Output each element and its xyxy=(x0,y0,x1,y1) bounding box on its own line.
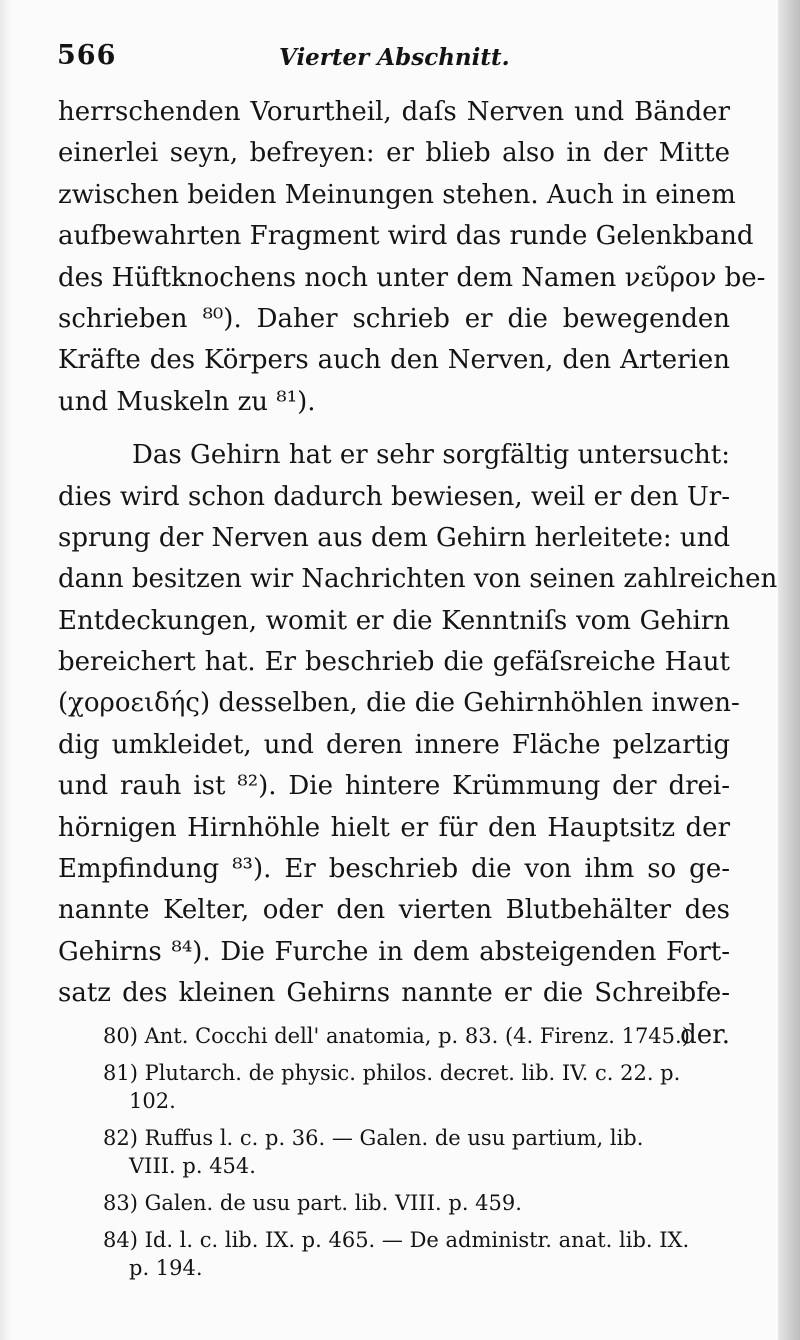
text-line: der. xyxy=(680,1019,730,1050)
text-line: Das Gehirn hat er sehr sorgfältig untersucht: xyxy=(132,440,730,471)
text-line: Entdeckungen, womit er die Kenntniſs vom Gehirn xyxy=(58,605,730,636)
text-line: Gehirns ⁸⁴). Die Furche in dem absteigenden Fort- xyxy=(58,936,730,967)
text-line: nannte Kelter, oder den vierten Blutbehälter des xyxy=(58,895,730,926)
text-line: bereichert hat. Er beschrieb die gefäſsreiche Haut xyxy=(58,647,730,678)
text-line: hörnigen Hirnhöhle hielt er für den Hauptsitz der xyxy=(58,812,730,843)
text-line: sprung der Nerven aus dem Gehirn herleitete: und xyxy=(58,522,731,553)
footnote-82 xyxy=(103,1124,743,1180)
footnote-81 xyxy=(103,1059,743,1115)
footnote-line: 81) Plutarch. de physic. philos. decret. lib. IV. c. 22. p. xyxy=(103,1061,681,1085)
text-line: dies wird schon dadurch bewiesen, weil er den Ur- xyxy=(58,481,730,512)
paragraph-2 xyxy=(58,435,778,1056)
paragraph-gap xyxy=(58,423,730,435)
footnote-line: 84) Id. l. c. lib. IX. p. 465. — De administr. anat. lib. IX. xyxy=(103,1228,690,1252)
footnote-83 xyxy=(103,1189,743,1217)
text-line: des Hüftknochens noch unter dem Namen νεῦρον be- xyxy=(58,262,766,293)
text-line: dann besitzen wir Nachrichten von seinen zahlreichen xyxy=(58,564,778,595)
text-line: dig umkleidet, und deren innere Fläche pelzartig xyxy=(58,729,730,760)
text-line: herrschenden Vorurtheil, daſs Nerven und Bänder xyxy=(58,97,730,127)
text-line: zwischen beiden Meinungen stehen. Auch in einem xyxy=(58,179,736,210)
text-line: und Muskeln zu ⁸¹). xyxy=(58,386,316,417)
text-line: einerlei seyn, befreyen: er blieb also in der Mitte xyxy=(58,138,730,169)
footnote-continuation: p. 194. xyxy=(129,1256,203,1280)
text-line: und rauh ist ⁸²). Die hintere Krümmung der drei- xyxy=(58,771,730,802)
running-head: Vierter Abschnitt. xyxy=(279,44,510,71)
footnote-line: 82) Ruffus l. c. p. 36. — Galen. de usu partium, lib. xyxy=(103,1126,644,1150)
footnote-80 xyxy=(103,1022,743,1050)
footnote-line: 80) Ant. Cocchi dell' anatomia, p. 83. (4. Firenz. 1745.) xyxy=(103,1024,690,1048)
page-number: 566 xyxy=(57,40,117,71)
footnote-line: 83) Galen. de usu part. lib. VIII. p. 459. xyxy=(103,1191,522,1215)
footnotes xyxy=(103,1022,743,1291)
text-line: schrieben ⁸⁰). Daher schrieb er die bewegenden xyxy=(58,303,730,334)
footnote-continuation: 102. xyxy=(129,1089,176,1113)
footnote-continuation: VIII. p. 454. xyxy=(129,1154,256,1178)
left-page-shadow xyxy=(0,0,12,1340)
paragraph-1 xyxy=(58,92,766,423)
text-line: (χοροειδής) desselben, die die Gehirnhöhlen inwen- xyxy=(58,688,740,719)
text-line: Kräfte des Körpers auch den Nerven, den Arterien xyxy=(58,345,730,376)
text-line: aufbewahrten Fragment wird das runde Gelenkband xyxy=(58,221,754,252)
main-text xyxy=(58,92,778,1056)
text-line: satz des kleinen Gehirns nannte er die Schreibfe- xyxy=(58,978,730,1009)
text-line: Empfindung ⁸³). Er beschrieb die von ihm so ge- xyxy=(58,854,730,885)
page-header xyxy=(57,40,737,80)
footnote-84 xyxy=(103,1226,743,1282)
right-page-edge xyxy=(778,0,800,1340)
